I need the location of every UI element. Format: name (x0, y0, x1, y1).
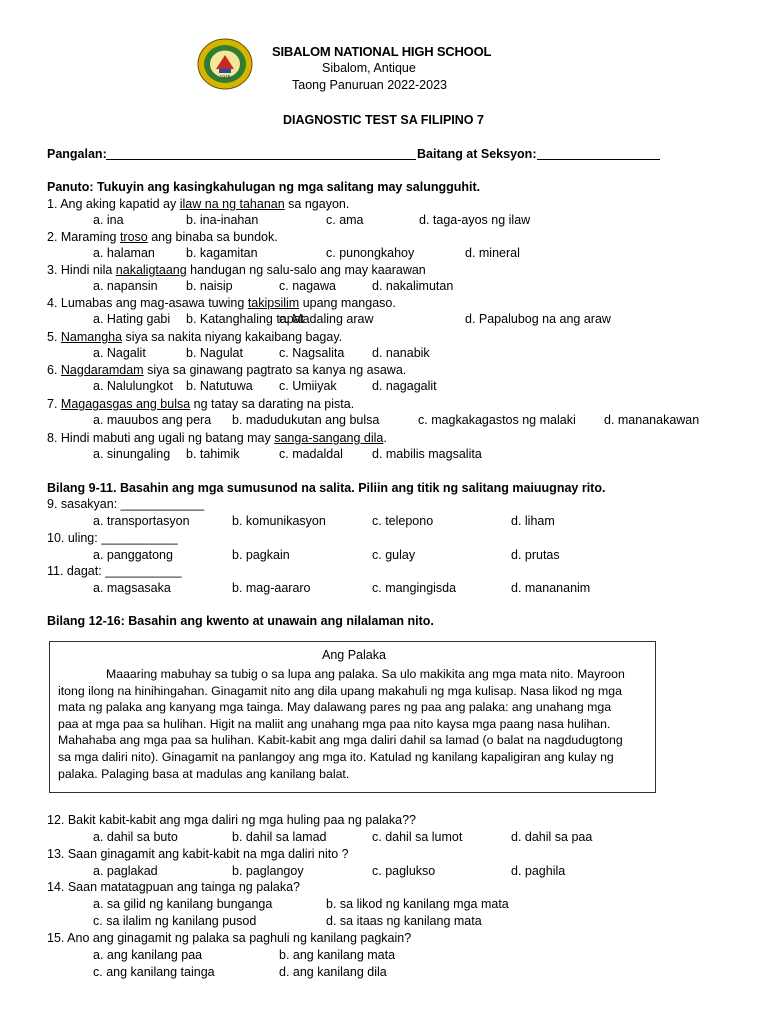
question-2 (47, 230, 278, 244)
choice: c. madaldal (279, 447, 343, 461)
underlined-word: Nagdaramdam (60, 363, 144, 377)
choice: a. dahil sa buto (93, 830, 178, 844)
choice: b. sa likod ng kanilang mga mata (326, 897, 509, 911)
school-year: Taong Panuruan 2022-2023 (292, 78, 447, 92)
question-text: 3. Hindi nila (47, 263, 116, 277)
choice: d. paghila (511, 864, 566, 878)
question-5 (47, 330, 342, 344)
choice: c. Nagsalita (279, 346, 345, 360)
question-10: 10. uling: ___________ (47, 531, 178, 545)
question-text: siya sa ginawang pagtrato sa kanya ng asawa. (143, 363, 407, 377)
choice: a. transportasyon (93, 514, 190, 528)
choice: a. mauubos ang pera (93, 413, 212, 427)
question-3 (47, 263, 426, 277)
choice: c. punongkahoy (326, 246, 415, 260)
question-13: 13. Saan ginagamit ang kabit-kabit na mga daliri nito ? (47, 847, 349, 861)
choice: b. Nagulat (186, 346, 243, 360)
choice: c. sa ilalim ng kanilang pusod (93, 914, 257, 928)
choice: a. paglakad (93, 864, 158, 878)
choice: a. Hating gabi (93, 312, 171, 326)
test-title: DIAGNOSTIC TEST SA FILIPINO 7 (283, 113, 484, 127)
question-text: 5. (47, 330, 61, 344)
choice: a. magsasaka (93, 581, 171, 595)
question-text: 8. Hindi mabuti ang ugali ng batang may (47, 431, 275, 445)
choice: c. ama (326, 213, 364, 227)
question-14: 14. Saan matatagpuan ang tainga ng palaka? (47, 880, 300, 894)
section2-instruction: Bilang 9-11. Basahin ang mga sumusunod na salita. Piliin ang titik ng salitang maiuugnay rito. (47, 481, 606, 495)
question-text: ng tatay sa darating na pista. (190, 397, 355, 411)
choice: b. mag-aararo (232, 581, 311, 595)
choice: d. manananim (511, 581, 591, 595)
question-15: 15. Ano ang ginagamit ng palaka sa paghuli ng kanilang pagkain? (47, 931, 412, 945)
choice: a. sinungaling (93, 447, 171, 461)
choice: b. ang kanilang mata (279, 948, 396, 962)
choice: c. gulay (372, 548, 416, 562)
school-name: SIBALOM NATIONAL HIGH SCHOOL (272, 44, 492, 59)
choice: d. nakalimutan (372, 279, 454, 293)
choice: d. nagagalit (372, 379, 437, 393)
choice: a. sa gilid ng kanilang bunganga (93, 897, 273, 911)
choice: a. Nagalit (93, 346, 146, 360)
choice: a. ina (93, 213, 124, 227)
question-4 (47, 296, 396, 310)
choice: b. madudukutan ang bulsa (232, 413, 380, 427)
question-text: 1. Ang aking kapatid ay (47, 197, 180, 211)
choice: a. halaman (93, 246, 155, 260)
grade-field[interactable] (537, 159, 660, 160)
underlined-word: Magagasgas ang bulsa (60, 397, 191, 411)
question-6 (47, 363, 406, 377)
choice: c. magkakagastos ng malaki (418, 413, 576, 427)
story-line: itong ilong na hinihingahan. Ginagamit nito ang dila upang makahuli ng mga kulisap. Nasa likod ng mga (58, 683, 622, 698)
choice: b. Katanghaling tapat (186, 312, 305, 326)
choice: d. mabilis magsalita (372, 447, 482, 461)
choice: d. prutas (511, 548, 560, 562)
choice: b. Natutuwa (186, 379, 253, 393)
name-field[interactable] (106, 159, 416, 160)
question-text: handugan ng salu-salo ang may kaarawan (186, 263, 426, 277)
choice: d. taga-ayos ng ilaw (419, 213, 531, 227)
choice: d. mananakawan (604, 413, 700, 427)
choice: a. panggatong (93, 548, 173, 562)
story-line: palaka. Palaging basa at madulas ang kanilang balat. (58, 766, 350, 781)
choice: d. liham (511, 514, 555, 528)
choice: b. dahil sa lamad (232, 830, 327, 844)
question-11: 11. dagat: ___________ (47, 564, 182, 578)
question-9: 9. sasakyan: ____________ (47, 497, 205, 511)
choice: a. ang kanilang paa (93, 948, 203, 962)
question-text: 7. (47, 397, 61, 411)
story-line: paa at mga paa sa hulihan. Higit na maliit ang unahang mga paa nito kaysa mga paang nasa hulihan. (58, 716, 611, 731)
choice: d. mineral (465, 246, 520, 260)
choice: b. pagkain (232, 548, 290, 562)
story-line: sa mga daliri nito). Ginagamit na panlangoy ang mga ito. Katulad ng kanilang kapaligiran ang kulay ng (58, 750, 614, 764)
school-seal-icon (197, 38, 253, 90)
story-title: Ang Palaka (322, 648, 386, 662)
grade-label: Baitang at Seksyon: (417, 147, 537, 161)
question-1 (47, 197, 349, 211)
question-7 (47, 397, 354, 411)
choice: b. tahimik (186, 447, 240, 461)
underlined-word: nakaligtaang (115, 263, 187, 277)
choice: a. Nalulungkot (93, 379, 173, 393)
question-text: . (383, 431, 387, 445)
choice: d. nanabik (372, 346, 430, 360)
choice: c. Umiiyak (279, 379, 337, 393)
underlined-word: ilaw na ng tahanan (179, 197, 285, 211)
question-text: 2. Maraming (47, 230, 120, 244)
question-text: ang binaba sa bundok. (147, 230, 278, 244)
choice: c. telepono (372, 514, 434, 528)
choice: b. kagamitan (186, 246, 258, 260)
story-line: mata ng palaka ang kanyang mga tainga. May dalawang pares ng paa ang palaka: ang unahang mga (58, 700, 612, 715)
name-label: Pangalan: (47, 147, 107, 161)
question-12: 12. Bakit kabit-kabit ang mga daliri ng mga huling paa ng palaka?? (47, 813, 416, 827)
choice: d. Papalubog na ang araw (465, 312, 611, 326)
question-text: 4. Lumabas ang mag-asawa tuwing (47, 296, 248, 310)
school-location: Sibalom, Antique (322, 61, 416, 75)
choice: b. komunikasyon (232, 514, 326, 528)
underlined-word: troso (119, 230, 148, 244)
story-box (49, 641, 656, 793)
question-text: 6. (47, 363, 61, 377)
choice: c. paglukso (372, 864, 436, 878)
choice: b. ina-inahan (186, 213, 259, 227)
choice: d. dahil sa paa (511, 830, 593, 844)
school-seal (197, 38, 253, 90)
question-8 (47, 431, 387, 445)
choice: b. paglangoy (232, 864, 304, 878)
story-line: Maaaring mabuhay sa tubig o sa lupa ang palaka. Sa ulo makikita ang mga mata nito. Mayroon (106, 667, 625, 681)
underlined-word: sanga-sangang dila (274, 431, 384, 445)
section1-instruction: Panuto: Tukuyin ang kasingkahulugan ng mga salitang may salungguhit. (47, 180, 481, 194)
section3-instruction: Bilang 12-16: Basahin ang kwento at unawain ang nilalaman nito. (47, 614, 434, 628)
choice: c. ang kanilang tainga (93, 965, 215, 979)
choice: c. Madaling araw (279, 312, 374, 326)
question-text: siya sa nakita niyang kakaibang bagay. (122, 330, 343, 344)
story-line: Mahahaba ang mga paa sa hulihan. Kabit-kabit ang mga daliri dahil sa lamad (o balat na nagdudugtong (58, 733, 623, 748)
choice: b. naisip (186, 279, 233, 293)
choice: a. napansin (93, 279, 158, 293)
seal-year: 1945 (219, 75, 231, 81)
choice: d. sa itaas ng kanilang mata (326, 914, 482, 928)
question-text: upang mangaso. (299, 296, 396, 310)
underlined-word: Namangha (60, 330, 123, 344)
choice: c. dahil sa lumot (372, 830, 463, 844)
underlined-word: takipsilim (247, 296, 300, 310)
choice: c. nagawa (279, 279, 336, 293)
choice: d. ang kanilang dila (279, 965, 387, 979)
question-text: sa ngayon. (284, 197, 350, 211)
choice: c. mangingisda (372, 581, 457, 595)
